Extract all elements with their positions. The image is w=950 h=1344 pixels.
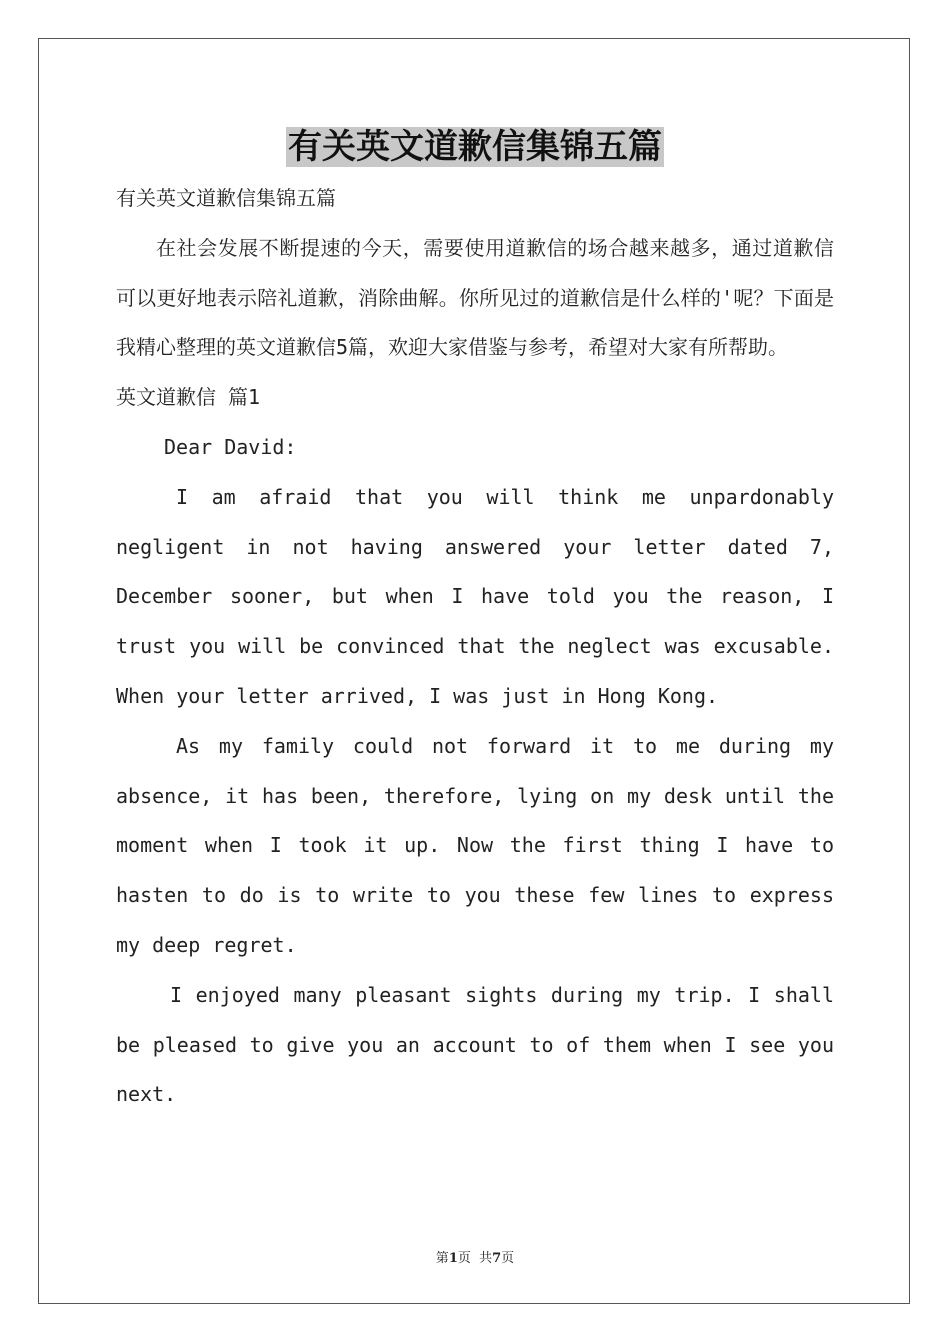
footer-suffix: 页 bbox=[501, 1251, 515, 1266]
footer-mid: 页 共 bbox=[457, 1251, 493, 1266]
footer-prefix: 第 bbox=[435, 1251, 449, 1266]
document-title bbox=[0, 122, 950, 172]
document-subtitle: 有关英文道歉信集锦五篇 bbox=[116, 186, 336, 210]
intro-paragraph: 在社会发展不断提速的今天，需要使用道歉信的场合越来越多，通过道歉信可以更好地表示陪礼道歉，消除曲解。你所见过的道歉信是什么样的'呢？下面是我精心整理的英文道歉信5篇，欢迎大家借鉴与参考，希望对大家有所帮助。 bbox=[116, 235, 834, 360]
letter-paragraph-1: I am afraid that you will think me unpardonably negligent in not having answered your letter dated 7, December sooner, but when I have told you the reason, I trust you will be convinced that the neglect was excusable. When your letter arrived, I was just in Hong Kong. bbox=[116, 484, 834, 708]
page-footer bbox=[0, 1247, 950, 1266]
footer-page-current: 1 bbox=[448, 1251, 458, 1266]
section-heading: 英文道歉信 篇1 bbox=[116, 385, 261, 410]
document-body bbox=[116, 174, 834, 1120]
letter-paragraph-3: I enjoyed many pleasant sights during my trip. I shall be pleased to give you an account to of them when I see you next. bbox=[116, 982, 834, 1107]
letter-paragraph-2: As my family could not forward it to me during my absence, it has been, therefore, lying on my desk until the moment when I took it up. Now the first thing I have to hasten to do is to write to you these few lines to express my deep regret. bbox=[116, 733, 834, 957]
footer-page-total: 7 bbox=[492, 1251, 502, 1266]
letter-salutation: Dear David: bbox=[164, 434, 297, 459]
document-title-text: 有关英文道歉信集锦五篇 bbox=[288, 127, 662, 167]
